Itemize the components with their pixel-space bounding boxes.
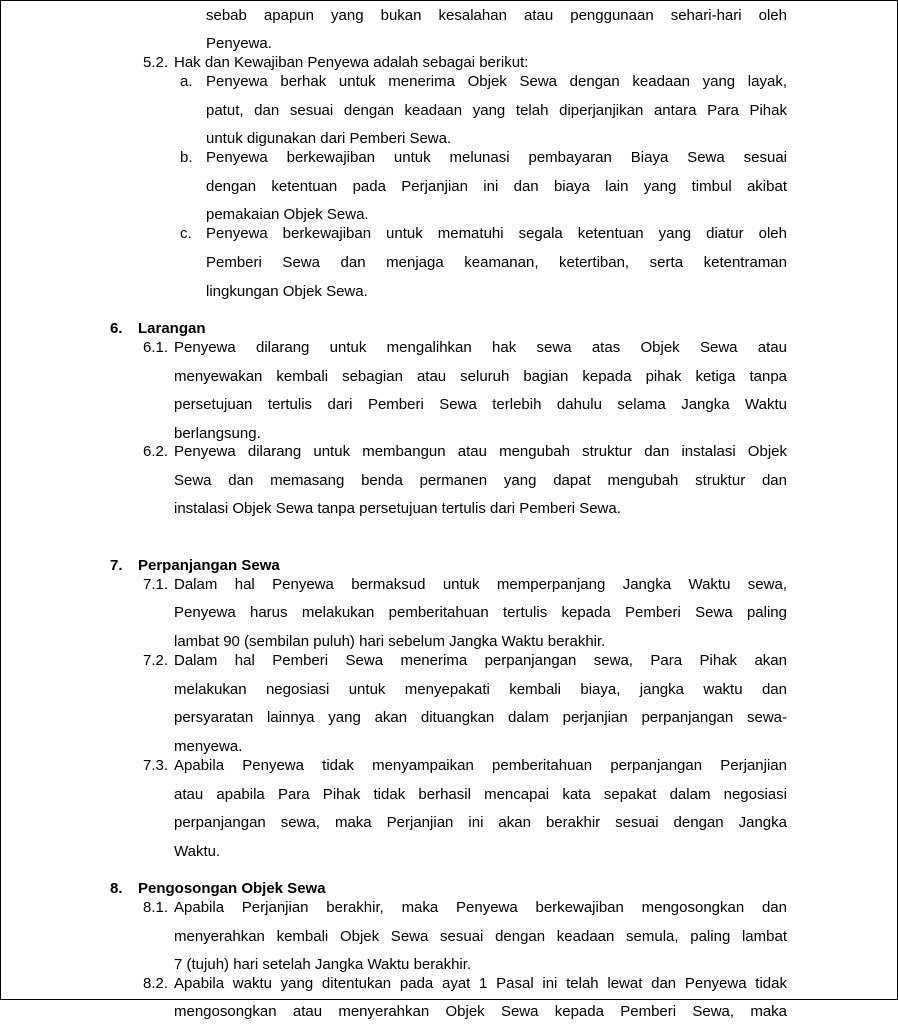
clause-7-1-line-3: lambat 90 (sembilan puluh) hari sebelum Jangka Waktu berakhir.	[174, 633, 606, 650]
clause-7-1-line-1: Dalam hal Penyewa bermaksud untuk memperpanjang Jangka Waktu sewa,	[174, 576, 787, 593]
item-a-line-3: untuk digunakan dari Pemberi Sewa.	[206, 130, 452, 147]
clause-5-2-text: Hak dan Kewajiban Penyewa adalah sebagai berikut:	[174, 54, 529, 71]
clause-7-1-number: 7.1.	[143, 576, 169, 593]
clause-6-1-line-2: menyewakan kembali sebagian atau seluruh bagian kepada pihak ketiga tanpa	[174, 368, 787, 385]
clause-8-1-line-1: Apabila Perjanjian berakhir, maka Penyewa berkewajiban mengosongkan dan	[174, 899, 787, 916]
clause-6-1-number: 6.1.	[143, 339, 169, 356]
item-c-line-1: Penyewa berkewajiban untuk mematuhi segala ketentuan yang diatur oleh	[206, 225, 787, 242]
item-c-line-2: Pemberi Sewa dan menjaga keamanan, ketertiban, serta ketentraman	[206, 254, 787, 271]
clause-7-3-line-4: Waktu.	[174, 843, 221, 860]
clause-8-2-line-2: mengosongkan atau menyerahkan Objek Sewa kepada Pemberi Sewa, maka	[174, 1003, 787, 1020]
section-6-title: Larangan	[138, 320, 206, 337]
clause-7-3-number: 7.3.	[143, 757, 169, 774]
clause-6-2-line-3: instalasi Objek Sewa tanpa persetujuan tertulis dari Pemberi Sewa.	[174, 500, 621, 517]
item-a-label: a.	[180, 73, 193, 90]
item-a-line-1: Penyewa berhak untuk menerima Objek Sewa dengan keadaan yang layak,	[206, 73, 787, 90]
clause-7-2-line-4: menyewa.	[174, 738, 243, 755]
clause-7-3-line-2: atau apabila Para Pihak tidak berhasil mencapai kata sepakat dalam negosiasi	[174, 786, 787, 803]
item-b-label: b.	[180, 149, 193, 166]
clause-8-1-line-3: 7 (tujuh) hari setelah Jangka Waktu berakhir.	[174, 956, 472, 973]
item-b-line-3: pemakaian Objek Sewa.	[206, 206, 369, 223]
clause-7-1-line-2: Penyewa harus melakukan pemberitahuan tertulis kepada Pemberi Sewa paling	[174, 604, 787, 621]
clause-7-2-line-2: melakukan negosiasi untuk menyepakati kembali biaya, jangka waktu dan	[174, 681, 787, 698]
section-7-number: 7.	[110, 557, 123, 574]
clause-7-2-number: 7.2.	[143, 652, 169, 669]
clause-6-1-line-3: persetujuan tertulis dari Pemberi Sewa terlebih dahulu selama Jangka Waktu	[174, 396, 787, 413]
clause-8-2-number: 8.2.	[143, 975, 169, 992]
section-6-number: 6.	[110, 320, 123, 337]
item-b-line-1: Penyewa berkewajiban untuk melunasi pembayaran Biaya Sewa sesuai	[206, 149, 787, 166]
section-8-title: Pengosongan Objek Sewa	[138, 880, 326, 897]
item-a-line-2: patut, dan sesuai dengan keadaan yang telah diperjanjikan antara Para Pihak	[206, 102, 787, 119]
clause-7-2-line-1: Dalam hal Pemberi Sewa menerima perpanjangan sewa, Para Pihak akan	[174, 652, 787, 669]
clause-6-2-line-2: Sewa dan memasang benda permanen yang dapat mengubah struktur dan	[174, 472, 787, 489]
clause-6-2-number: 6.2.	[143, 443, 169, 460]
clause-5-2-number: 5.2.	[143, 54, 169, 71]
clause-7-3-line-3: perpanjangan sewa, maka Perjanjian ini akan berakhir sesuai dengan Jangka	[174, 814, 787, 831]
item-c-label: c.	[180, 225, 192, 242]
s5-cont-line-2: Penyewa.	[206, 35, 272, 52]
section-7-title: Perpanjangan Sewa	[138, 557, 280, 574]
s5-cont-line-1: sebab apapun yang bukan kesalahan atau penggunaan sehari-hari oleh	[206, 7, 787, 24]
clause-6-2-line-1: Penyewa dilarang untuk membangun atau mengubah struktur dan instalasi Objek	[174, 443, 787, 460]
item-c-line-3: lingkungan Objek Sewa.	[206, 283, 368, 300]
item-b-line-2: dengan ketentuan pada Perjanjian ini dan biaya lain yang timbul akibat	[206, 178, 787, 195]
clause-7-2-line-3: persyaratan lainnya yang akan dituangkan dalam perjanjian perpanjangan sewa-	[174, 709, 787, 726]
section-8-number: 8.	[110, 880, 123, 897]
clause-6-1-line-4: berlangsung.	[174, 425, 261, 442]
clause-8-1-line-2: menyerahkan kembali Objek Sewa sesuai dengan keadaan semula, paling lambat	[174, 928, 787, 945]
clause-8-1-number: 8.1.	[143, 899, 169, 916]
clause-7-3-line-1: Apabila Penyewa tidak menyampaikan pemberitahuan perpanjangan Perjanjian	[174, 757, 787, 774]
clause-8-2-line-1: Apabila waktu yang ditentukan pada ayat 1 Pasal ini telah lewat dan Penyewa tidak	[174, 975, 787, 992]
clause-6-1-line-1: Penyewa dilarang untuk mengalihkan hak sewa atas Objek Sewa atau	[174, 339, 787, 356]
